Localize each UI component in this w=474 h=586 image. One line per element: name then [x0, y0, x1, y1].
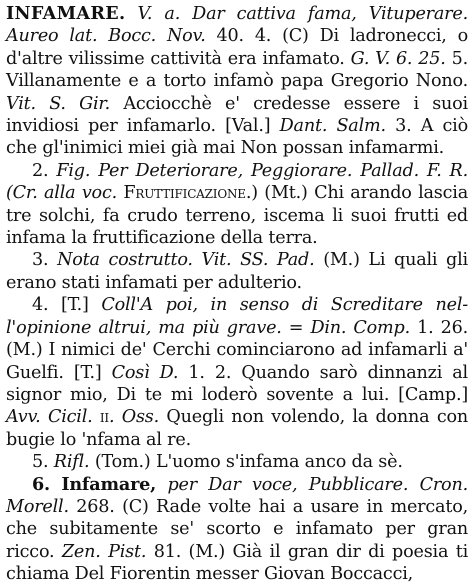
dictionary-entry-infamare — [6, 3, 468, 586]
sense-5-number: 5. — [32, 452, 49, 473]
sense-4-source-dante: Così D. — [111, 362, 179, 383]
sense-3-definition: Nota costrutto. Vit. SS. Pad. — [57, 250, 315, 271]
sense-6 — [6, 474, 468, 586]
sense-1-source-gv: G. V. 6. 25. — [350, 48, 446, 69]
headword: INFAMARE. — [6, 3, 126, 24]
sense-6-lemma: Infamare, — [61, 473, 157, 495]
sense-1-quote: 40. 4. (C) Di ladronecci, o d'altre vilissime cattività era infamato. — [6, 26, 468, 69]
sense-4-quote-dante: 1. 2. Quando sarò dinnanzi al signor mio, Di te mi loderò sovente a lui. [Camp.] — [6, 362, 468, 405]
sense-2 — [6, 160, 468, 250]
sense-1-quote-gv: 5. Villanamente e a torto infamò papa Gregorio Nono. — [6, 48, 468, 92]
sense-4-source-numeral: ii — [99, 407, 109, 428]
sense-1-quote-dant: 3. A ciò che gl'inimici miei già mai Non possan infamarmi. — [6, 116, 468, 159]
sense-6-definition: per Dar voce, Pubblicare. Cron. Morell. — [6, 474, 468, 517]
sense-1-source-dant: Dant. Salm. — [279, 116, 386, 137]
sense-1-quote-vit: Acciocchè e' credesse essere i suoi invidiosi per infamarlo. [Val.] — [6, 93, 468, 137]
sense-1-source-vit: Vit. S. Gir. — [6, 93, 111, 114]
sense-5 — [6, 451, 468, 473]
sense-3 — [6, 249, 468, 294]
sense-4 — [6, 294, 468, 451]
sense-1-definition: V. a. Dar cattiva fama, Vituperare. Aureo lat. Bocc. Nov. — [6, 4, 468, 47]
sense-4-source-oss: . Oss. — [108, 407, 160, 428]
sense-4-definition: Coll'A poi, in senso di Screditare nel-l'opinione altrui, ma più grave. = Din. Comp. — [6, 295, 468, 338]
sense-5-definition: Rifl. — [53, 452, 90, 473]
sense-2-crossref: Fruttificazione. — [123, 183, 252, 204]
sense-4-source-avv: Avv. Cicil. — [6, 407, 100, 428]
sense-6-quote-zen: 81. (M.) Già il gran dir di poesia ti chiama Del Fiorentin messer Giovan Boccacci, — [6, 541, 468, 585]
sense-6-number: 6. — [32, 473, 50, 495]
sense-6-quote-morell: 268. (C) Rade volte hai a usare in mercato, che subitamente se' scorto e infamato per gran ricco. — [6, 496, 468, 562]
sense-4-quote-avv: Quegli non volendo, la donna con bugie lo 'nfama al re. — [6, 407, 468, 450]
sense-3-number: 3. — [32, 250, 49, 271]
sense-3-quote: (M.) Li quali gli erano stati infamati per adulterio. — [6, 250, 468, 293]
sense-5-quote: (Tom.) L'uomo s'infama anco da sè. — [94, 452, 403, 473]
sense-2-quote: ) (Mt.) Chi arando lascia tre solchi, fa crudo terreno, iscema li suoi frutti ed infama la fruttificazione della terra. — [6, 183, 468, 249]
sense-4-number: 4. [T.] — [32, 295, 89, 316]
sense-2-number: 2. — [32, 160, 49, 181]
sense-4-quote-din: 1. 26. (M.) I nimici de' Cerchi cominciarono ad infamarli a' Guelfi. [T.] — [6, 317, 468, 383]
sense-6-source-zen: Zen. Pist. — [61, 541, 147, 562]
sense-2-definition: Fig. Per Deteriorare, Peggiorare. Pallad. F. R. (Cr. alla voc. — [6, 160, 468, 204]
sense-1 — [6, 3, 468, 160]
